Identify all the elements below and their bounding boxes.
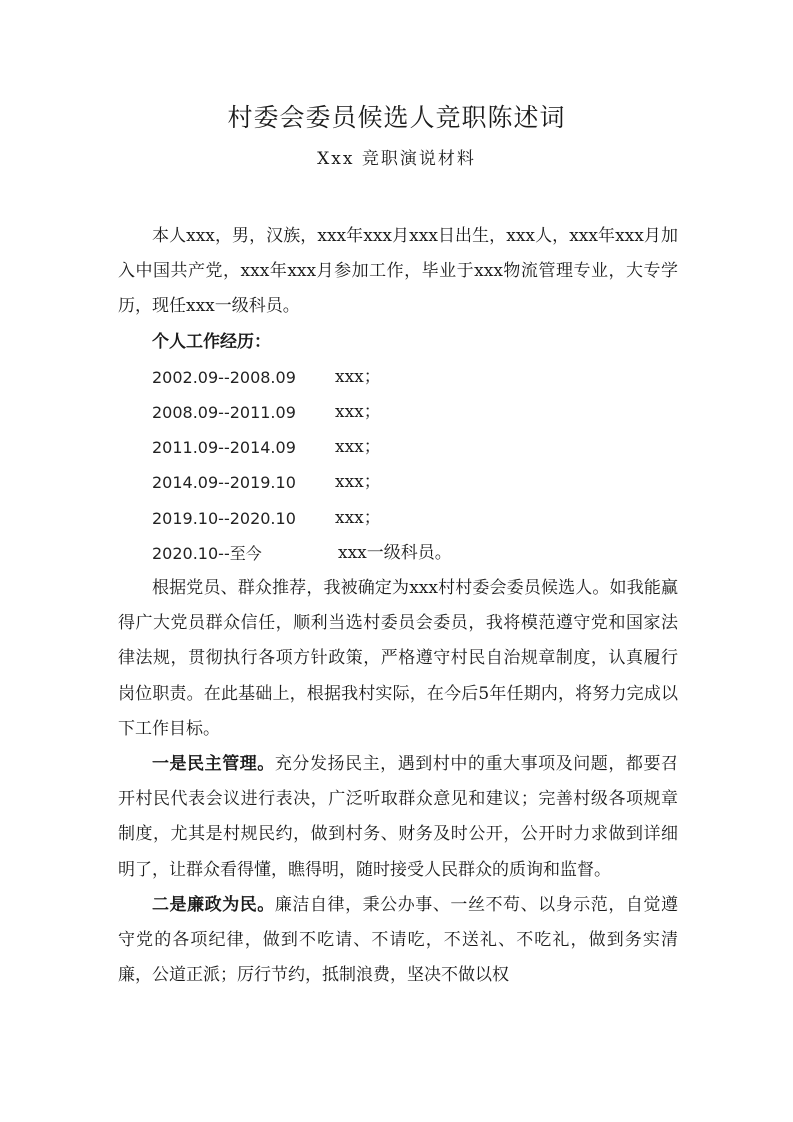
history-period: 2011.09--2014.09	[152, 438, 296, 458]
history-period: 2019.10--2020.10	[152, 508, 296, 528]
history-role: xxx；	[335, 402, 381, 422]
history-entry	[118, 360, 678, 395]
history-role: xxx一级科员。	[338, 542, 452, 563]
history-period: 2014.09--2019.10	[152, 473, 296, 493]
goal-text-2: 廉洁自律，秉公办事、一丝不苟、以身示范，自觉遵守党的各项纪律，做到不吃请、不请吃，不送礼、不吃礼，做到务实清廉，公道正派；厉行节约，抵制浪费，坚决不做以权	[118, 894, 679, 986]
work-history-list	[118, 360, 678, 571]
goal-paragraph-1	[118, 747, 678, 888]
history-heading: 个人工作经历：	[152, 331, 271, 352]
goal-paragraph-2	[118, 888, 678, 994]
page-subtitle: Xxx 竞职演说材料	[317, 149, 476, 169]
history-entry	[118, 395, 678, 430]
goal-heading-1: 一是民主管理。	[152, 753, 275, 774]
history-period: 2020.10--至今	[152, 543, 262, 563]
history-role: xxx；	[335, 472, 381, 493]
history-period: 2008.09--2011.09	[152, 403, 296, 422]
page-title: 村委会委员候选人竞职陈述词	[227, 103, 566, 132]
history-role: xxx；	[335, 437, 381, 458]
nomination-paragraph: 根据党员、群众推荐，我被确定为xxx村村委会委员候选人。如我能赢得广大党员群众信任，顺利当选村委员会委员，我将模范遵守党和国家法律法规，贯彻执行各项方针政策，严格遵守村民自治规章制度，认真履行岗位职责。在此基础上，根据我村实际，在今后5年任期内，将努力完成以下工作目标。	[118, 577, 678, 739]
history-period: 2002.09--2008.09	[152, 367, 296, 387]
history-role: xxx；	[335, 366, 381, 387]
goal-text-1: 充分发扬民主，遇到村中的重大事项及问题，都要召开村民代表会议进行表决，广泛听取群众意见和建议；完善村级各项规章制度，尤其是村规民约，做到村务、财务及时公开，公开时力求做到详细明了，让群众看得懂，瞧得明，随时接受人民群众的质询和监督。	[118, 753, 679, 880]
history-entry	[118, 536, 678, 571]
history-entry	[118, 465, 678, 500]
history-entry	[118, 430, 678, 465]
history-role: xxx；	[335, 507, 381, 528]
goal-heading-2: 二是廉政为民。	[152, 894, 275, 915]
document-body	[118, 219, 678, 993]
history-entry	[118, 501, 678, 536]
intro-paragraph: 本人xxx，男，汉族，xxx年xxx月xxx日出生，xxx人，xxx年xxx月加入中国共产党，xxx年xxx月参加工作，毕业于xxx物流管理专业，大专学历，现任xxx一级科员。	[118, 226, 678, 317]
